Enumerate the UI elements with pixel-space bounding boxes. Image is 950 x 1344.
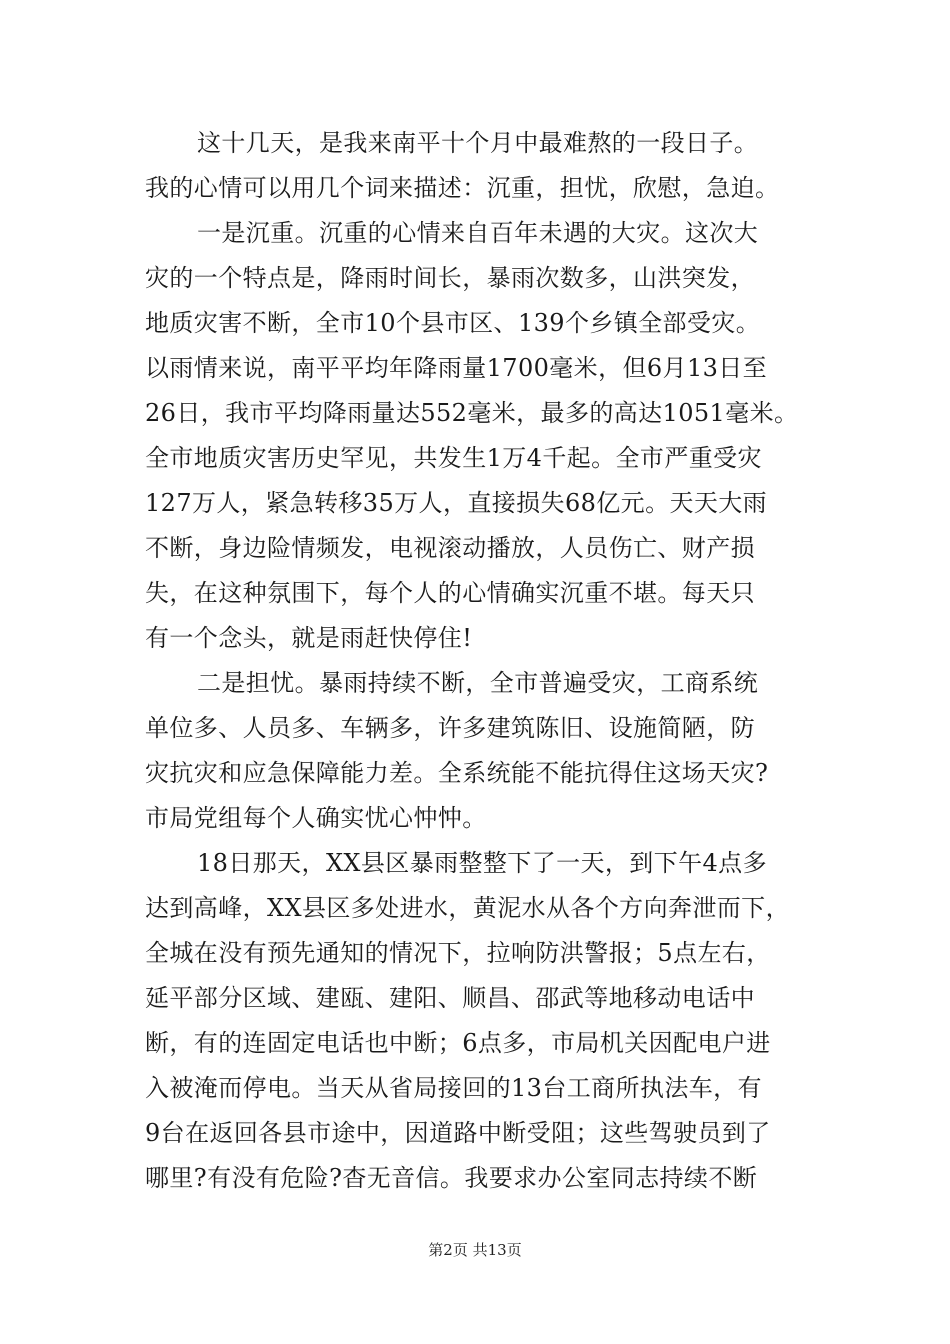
document-body [145,121,845,1201]
paragraph-line: 地质灾害不断，全市10个县市区、139个乡镇全部受灾。 [145,309,761,337]
page-footer: 第2页 共13页 [428,1241,522,1259]
paragraph-line: 灾抗灾和应急保障能力差。全系统能不能抗得住这场天灾? [145,759,769,787]
paragraph-line: 不断，身边险情频发，电视滚动播放，人员伤亡、财产损 [145,534,755,562]
paragraph-line: 哪里?有没有危险?杳无音信。我要求办公室同志持续不断 [145,1164,758,1192]
paragraph-line: 一是沉重。沉重的心情来自百年未遇的大灾。这次大 [197,219,759,247]
paragraph-line: 全城在没有预先通知的情况下，拉响防洪警报；5点左右， [145,939,771,967]
paragraph-line: 失，在这种氛围下，每个人的心情确实沉重不堪。每天只 [145,579,755,607]
paragraph-line: 这十几天，是我来南平十个月中最难熬的一段日子。 [197,129,759,157]
paragraph-line: 26日，我市平均降雨量达552毫米，最多的高达1051毫米。 [145,399,799,427]
paragraph-line: 有一个念头，就是雨赶快停住! [145,624,473,652]
paragraph-line: 市局党组每个人确实忧心忡忡。 [145,804,487,832]
paragraph-line: 断，有的连固定电话也中断；6点多，市局机关因配电户进 [145,1029,771,1057]
paragraph-line: 我的心情可以用几个词来描述：沉重，担忧，欣慰，急迫。 [145,174,780,202]
paragraph-line: 灾的一个特点是，降雨时间长，暴雨次数多，山洪突发， [145,264,755,292]
paragraph-line: 全市地质灾害历史罕见，共发生1万4千起。全市严重受灾 [145,444,762,472]
paragraph-line: 以雨情来说，南平平均年降雨量1700毫米，但6月13日至 [145,354,768,382]
paragraph-line: 18日那天，XX县区暴雨整整下了一天，到下午4点多 [197,849,767,877]
paragraph-line: 达到高峰，XX县区多处进水，黄泥水从各个方向奔泄而下， [145,894,790,922]
paragraph-line: 延平部分区域、建瓯、建阳、顺昌、邵武等地移动电话中 [145,984,755,1012]
paragraph-line: 入被淹而停电。当天从省局接回的13台工商所执法车，有 [145,1074,762,1102]
paragraph-line: 二是担忧。暴雨持续不断，全市普遍受灾，工商系统 [197,669,759,697]
paragraph-line: 9台在返回各县市途中，因道路中断受阻；这些驾驶员到了 [145,1119,771,1147]
paragraph-line: 单位多、人员多、车辆多，许多建筑陈旧、设施简陋，防 [145,714,755,742]
paragraph-line: 127万人，紧急转移35万人，直接损失68亿元。天天大雨 [145,489,768,517]
